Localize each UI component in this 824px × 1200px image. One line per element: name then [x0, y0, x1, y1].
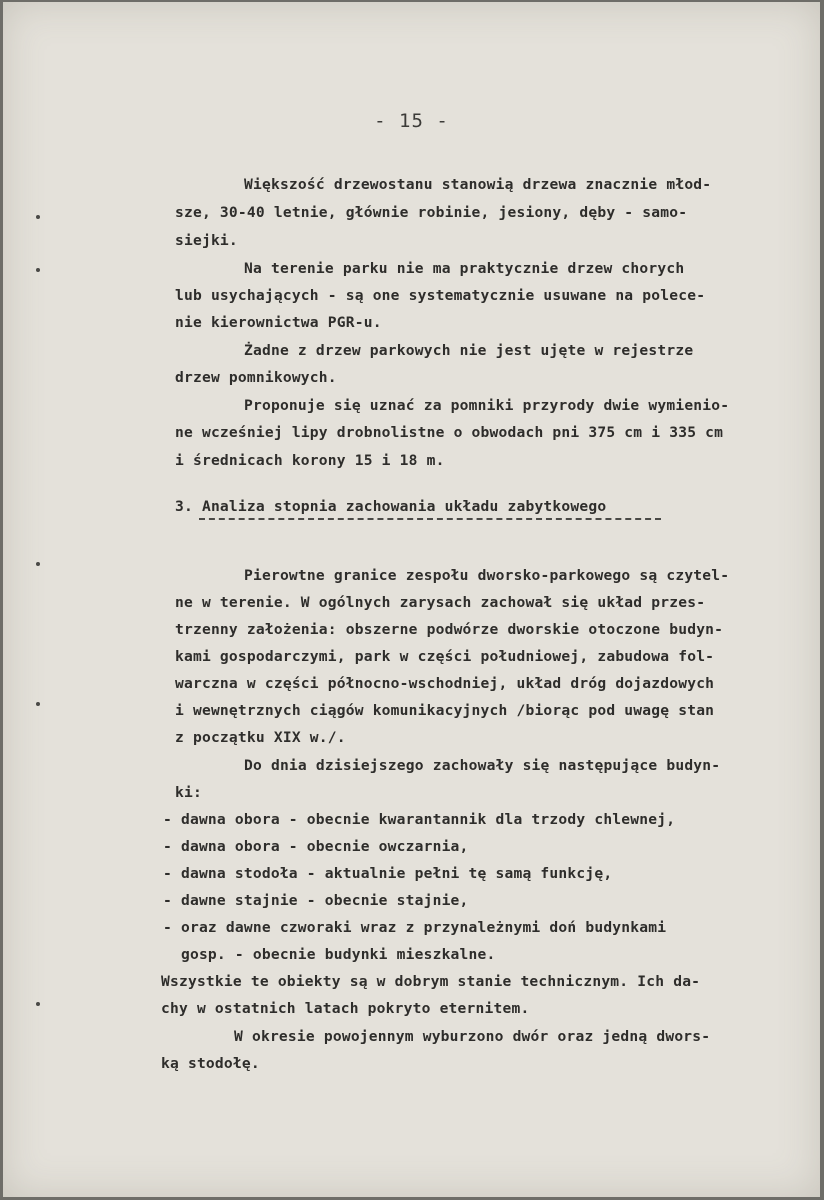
list-item: - dawne stajnie - obecnie stajnie,	[163, 892, 469, 909]
text-line: warczna w części północno-wschodniej, układ dróg dojazdowych	[175, 675, 715, 692]
list-item: gosp. - obecnie budynki mieszkalne.	[163, 946, 496, 963]
text-line: z początku XIX w./.	[175, 729, 346, 746]
text-line: Na terenie parku nie ma praktycznie drzew chorych	[244, 260, 685, 277]
list-item: - dawna obora - obecnie kwarantannik dla trzody chlewnej,	[163, 811, 676, 828]
scan-mark	[36, 268, 40, 272]
text-line: Żadne z drzew parkowych nie jest ujęte w rejestrze	[244, 342, 694, 359]
heading-underline	[199, 518, 661, 520]
text-line: siejki.	[175, 232, 238, 249]
text-line: Większość drzewostanu stanowią drzewa znacznie młod-	[244, 176, 712, 193]
text-line: Wszystkie te obiekty są w dobrym stanie technicznym. Ich da-	[161, 973, 701, 990]
text-line: drzew pomnikowych.	[175, 369, 337, 386]
list-item: - dawna stodoła - aktualnie pełni tę samą funkcję,	[163, 865, 613, 882]
text-line: ne w terenie. W ogólnych zarysach zachował się układ przes-	[175, 594, 706, 611]
text-line: sze, 30-40 letnie, głównie robinie, jesiony, dęby - samo-	[175, 204, 688, 221]
scan-mark	[36, 562, 40, 566]
page-number: - 15 -	[374, 110, 449, 132]
text-line: chy w ostatnich latach pokryto eternitem.	[161, 1000, 530, 1017]
scan-mark	[36, 702, 40, 706]
text-line: ki:	[175, 784, 202, 801]
list-item: - dawna obora - obecnie owczarnia,	[163, 838, 469, 855]
text-line: W okresie powojennym wyburzono dwór oraz jedną dwors-	[234, 1028, 711, 1045]
text-line: ne wcześniej lipy drobnolistne o obwodach pni 375 cm i 335 cm	[175, 424, 724, 441]
text-line: i wewnętrznych ciągów komunikacyjnych /biorąc pod uwagę stan	[175, 702, 715, 719]
list-item: - oraz dawne czworaki wraz z przynależnymi doń budynkami	[163, 919, 667, 936]
scan-mark	[36, 215, 40, 219]
document-page	[3, 2, 820, 1197]
text-line: Pierowtne granice zespołu dworsko-parkowego są czytel-	[244, 567, 730, 584]
text-line: kami gospodarczymi, park w części południowej, zabudowa fol-	[175, 648, 715, 665]
text-line: i średnicach korony 15 i 18 m.	[175, 452, 445, 469]
section-heading: 3. Analiza stopnia zachowania układu zabytkowego	[175, 498, 607, 515]
text-line: trzenny założenia: obszerne podwórze dworskie otoczone budyn-	[175, 621, 724, 638]
text-line: Do dnia dzisiejszego zachowały się następujące budyn-	[244, 757, 721, 774]
text-line: Proponuje się uznać za pomniki przyrody dwie wymienio-	[244, 397, 730, 414]
text-line: lub usychających - są one systematycznie usuwane na polece-	[175, 287, 706, 304]
text-line: nie kierownictwa PGR-u.	[175, 314, 382, 331]
scan-mark	[36, 1002, 40, 1006]
text-line: ką stodołę.	[161, 1055, 260, 1072]
